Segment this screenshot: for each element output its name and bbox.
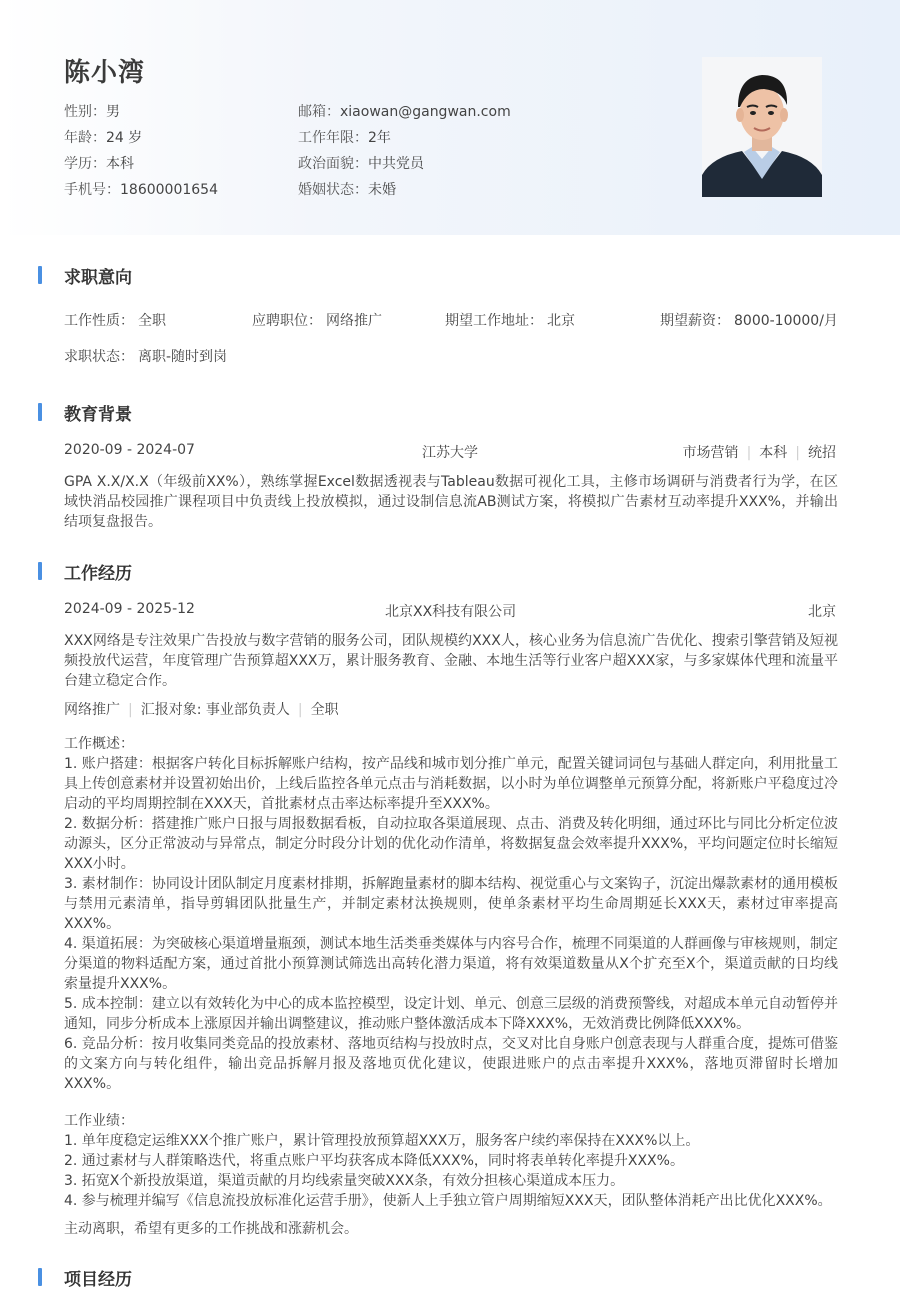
intent-type-label: 工作性质： (64, 313, 134, 329)
intent-salary-value: 8000-10000/月 (734, 313, 838, 329)
portrait-illustration (702, 57, 822, 197)
education-period: 2020-09 - 2024-07 (64, 442, 195, 458)
overview-item: 1. 账户搭建：根据客户转化目标拆解账户结构，按产品线和城市划分推广单元，配置关键词词包与基础人群定向，利用批量工具上传创意素材并设置初始出价，上线后监控各单元点击与消耗数据，以小时为单位调整单元预算分配，将新账户平稳度过冷启动的平均周期控制在XXX天，首批素材点击率达标率提升至XXX%。 (64, 756, 838, 812)
phone-label: 手机号： (64, 182, 120, 198)
work-company: 北京XX科技有限公司 (385, 604, 517, 620)
age-row (64, 127, 142, 147)
overview-item: 4. 渠道拓展：为突破核心渠道增量瓶颈，测试本地生活类垂类媒体与内容号合作，梳理不同渠道的人群画像与审核规则，制定分渠道的物料适配方案，通过首批小预算测试筛选出高转化潜力渠道，将有效渠道数量从X个扩充至X个，渠道贡献的日均线索量提升XXX%。 (64, 936, 838, 992)
candidate-name: 陈小湾 (64, 58, 146, 88)
work-report-to: 汇报对象: 事业部负责人 (140, 702, 290, 718)
work-job-type: 全职 (310, 702, 339, 718)
gender-row (64, 101, 120, 121)
intent-section-title: 求职意向 (64, 268, 132, 288)
years-value: 2年 (368, 130, 391, 146)
work-meta (64, 699, 339, 719)
age-label: 年龄： (64, 130, 106, 146)
achievement-item: 3. 拓宽X个新投放渠道，渠道贡献的月均线索量突破XXX条，有效分担核心渠道成本压力。 (64, 1173, 625, 1189)
phone-row (64, 179, 218, 199)
work-period: 2024-09 - 2025-12 (64, 601, 195, 617)
education-description: GPA X.X/X.X（年级前XX%），熟练掌握Excel数据透视表与Tableau数据可视化工具，主修市场调研与消费者行为学，在区域快消品校园推广课程项目中负责线上投放模拟，通过设制信息流AB测试方案，将模拟广告素材互动率提升XXX%，并输出结项复盘报告。 (64, 474, 838, 530)
overview-item: 2. 数据分析：搭建推广账户日报与周报数据看板，自动拉取各渠道展现、点击、消费及转化明细，通过环比与同比分析定位波动源头，区分正常波动与异常点，制定分时段分计划的优化动作清单，将数据复盘会效率提升XXX%，平均问题定位时长缩短XXX小时。 (64, 816, 838, 872)
years-row (298, 127, 391, 147)
work-achievements (64, 1111, 838, 1211)
intent-status-value: 离职-随时到岗 (138, 349, 228, 365)
politics-row (298, 153, 424, 173)
achievement-item: 1. 单年度稳定运维XXX个推广账户，累计管理投放预算超XXX万，服务客户续约率保持在XXX%以上。 (64, 1133, 700, 1149)
education-section-bar (38, 403, 42, 421)
intent-section-bar (38, 266, 42, 284)
work-section-bar (38, 562, 42, 580)
education-value: 本科 (106, 156, 134, 172)
marital-label: 婚姻状态： (298, 182, 368, 198)
intent-type-value: 全职 (138, 313, 166, 329)
project-section-title: 项目经历 (64, 1270, 132, 1290)
education-type: 统招 (808, 445, 836, 461)
project-section-bar (38, 1268, 42, 1286)
intent-position-label: 应聘职位： (252, 313, 322, 329)
politics-value: 中共党员 (368, 156, 424, 172)
intent-salary (660, 310, 838, 330)
marital-row (298, 179, 396, 199)
intent-status-label: 求职状态： (64, 349, 134, 365)
education-section-title: 教育背景 (64, 405, 132, 425)
age-value: 24 岁 (106, 130, 143, 146)
overview-item: 5. 成本控制：建立以有效转化为中心的成本监控模型，设定计划、单元、创意三层级的消费预警线，对超成本单元自动暂停并通知，同步分析成本上涨原因并输出调整建议，推动账户整体激活成本下降XXX%，无效消费比例降低XXX%。 (64, 996, 838, 1032)
overview-title: 工作概述： (64, 736, 134, 752)
intent-position (252, 310, 382, 330)
intent-location (445, 310, 575, 330)
gender-label: 性别： (64, 104, 106, 120)
education-row (64, 153, 134, 173)
achievement-item: 4. 参与梳理并编写《信息流投放标准化运营手册》，使新人上手独立管户周期缩短XXX天，团队整体消耗产出比优化XXX%。 (64, 1193, 832, 1209)
intent-position-value: 网络推广 (326, 313, 382, 329)
profile-photo (702, 57, 822, 197)
intent-location-value: 北京 (547, 313, 575, 329)
marital-value: 未婚 (368, 182, 396, 198)
education-degree: 本科 (759, 445, 788, 461)
separator: | (128, 702, 133, 718)
intent-salary-label: 期望薪资： (660, 313, 730, 329)
education-school: 江苏大学 (422, 445, 478, 461)
achievements-title: 工作业绩： (64, 1113, 134, 1129)
education-major: 市场营销 (682, 445, 739, 461)
intent-type (64, 310, 166, 330)
education-meta (683, 442, 836, 462)
intent-status (64, 346, 227, 366)
leave-reason: 主动离职，希望有更多的工作挑战和涨薪机会。 (64, 1221, 358, 1237)
phone-value: 18600001654 (120, 182, 218, 198)
education-label: 学历： (64, 156, 106, 172)
email-row (298, 101, 511, 121)
separator: | (795, 445, 800, 461)
separator: | (746, 445, 752, 461)
work-section-title: 工作经历 (64, 564, 132, 584)
gender-value: 男 (106, 104, 120, 120)
overview-item: 3. 素材制作：协同设计团队制定月度素材排期，拆解跑量素材的脚本结构、视觉重心与文案钩子，沉淀出爆款素材的通用模板与禁用元素清单，指导剪辑团队批量生产，并制定素材汰换规则，使单条素材平均生命周期延长XXX天，素材过审率提高XXX%。 (64, 876, 838, 932)
email-label: 邮箱： (298, 104, 340, 120)
company-intro: XXX网络是专注效果广告投放与数字营销的服务公司，团队规模约XXX人，核心业务为信息流广告优化、搜索引擎营销及短视频投放代运营，年度管理广告预算超XXX万，累计服务教育、金融、本地生活等行业客户超XXX家，与多家媒体代理和流量平台建立稳定合作。 (64, 633, 838, 689)
work-city: 北京 (808, 604, 836, 620)
separator: | (297, 702, 303, 718)
politics-label: 政治面貌： (298, 156, 368, 172)
years-label: 工作年限： (298, 130, 368, 146)
intent-location-label: 期望工作地址： (445, 313, 543, 329)
overview-item: 6. 竞品分析：按月收集同类竞品的投放素材、落地页结构与投放时点，交叉对比自身账户创意表现与人群重合度，提炼可借鉴的文案方向与转化组件，输出竞品拆解月报及落地页优化建议，使跟进账户的点击率提升XXX%，落地页滞留时长增加XXX%。 (64, 1036, 838, 1092)
email-value: xiaowan@gangwan.com (340, 104, 511, 120)
work-overview (64, 734, 838, 1094)
achievement-item: 2. 通过素材与人群策略迭代，将重点账户平均获客成本降低XXX%，同时将表单转化率提升XXX%。 (64, 1153, 684, 1169)
work-role: 网络推广 (64, 702, 120, 718)
